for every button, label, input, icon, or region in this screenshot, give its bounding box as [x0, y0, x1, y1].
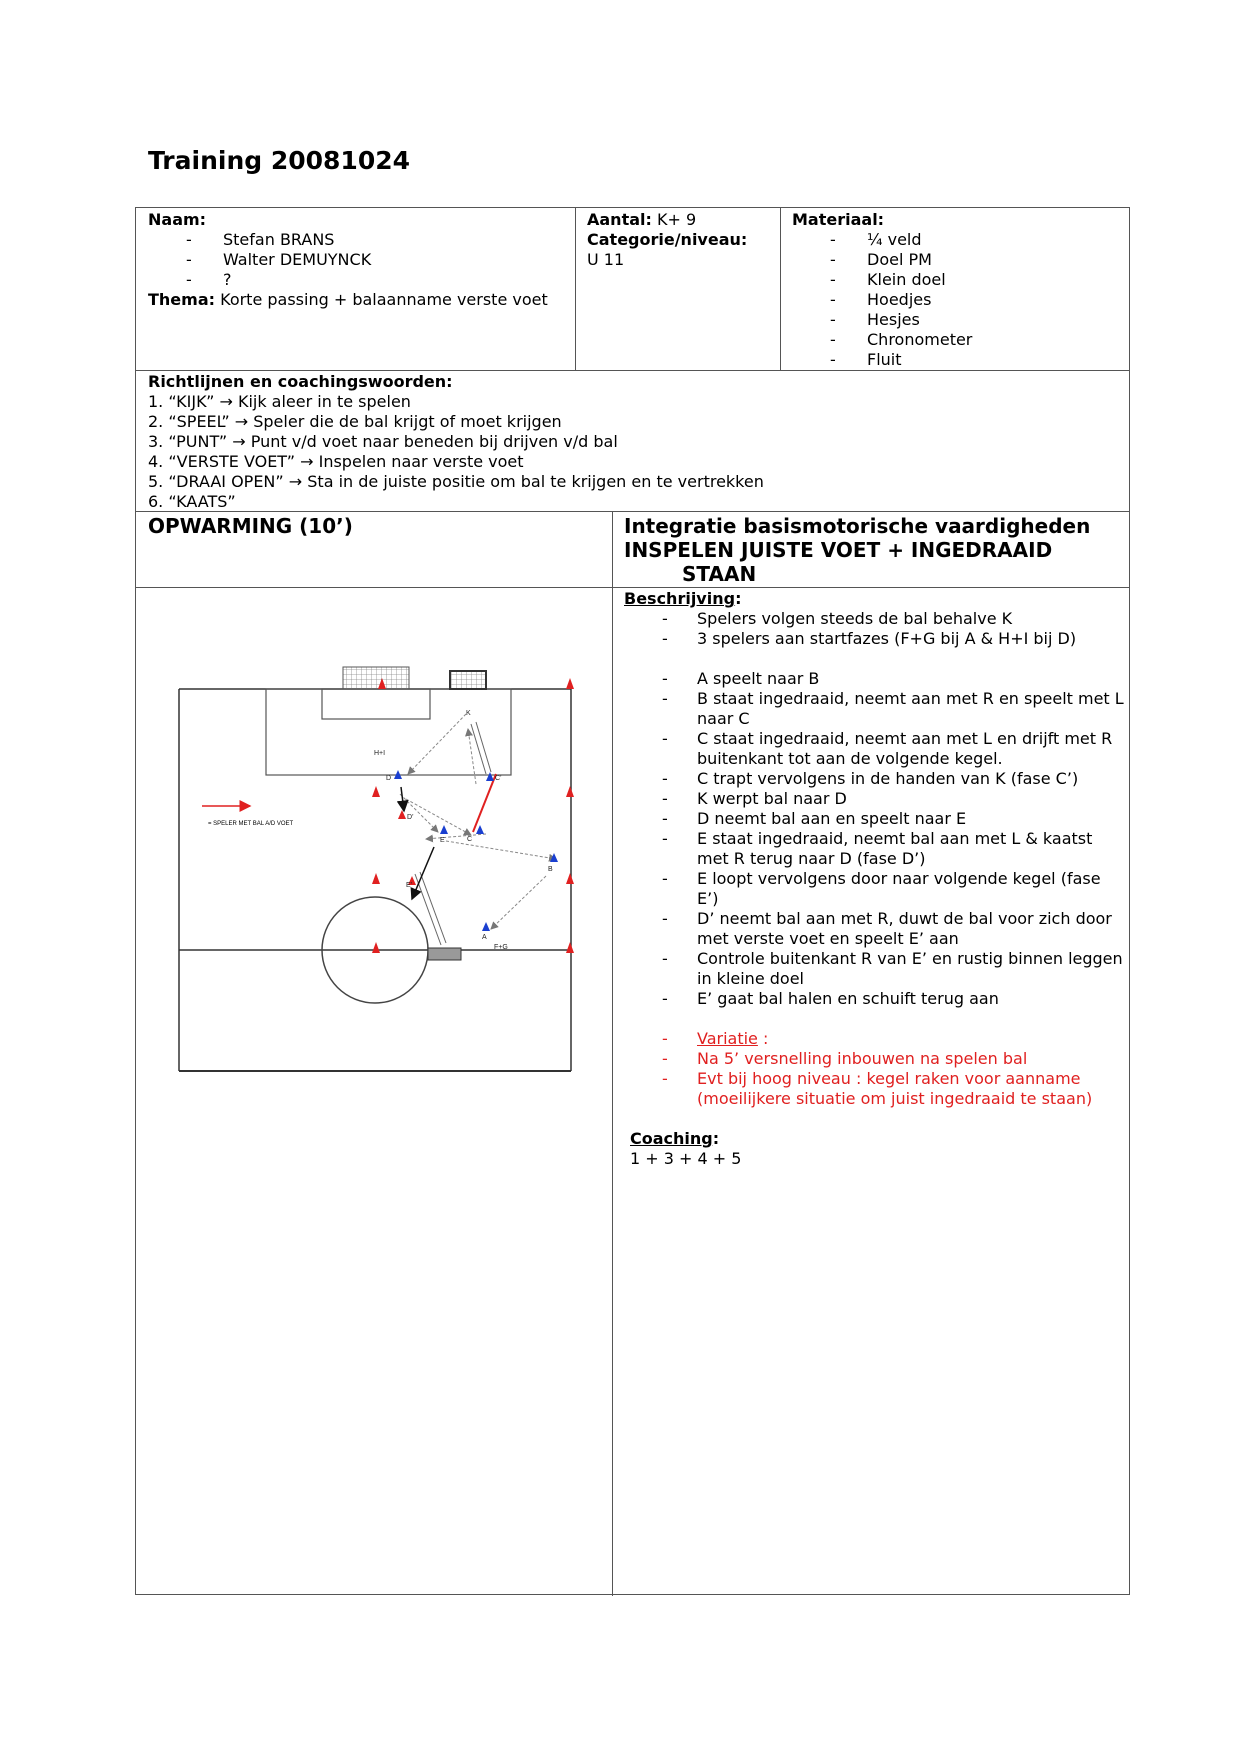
spacer [624, 1009, 1124, 1029]
label-a: A [482, 934, 487, 941]
legend-text: = SPELER MET BAL A/D VOET [208, 821, 294, 827]
divider [136, 587, 1129, 588]
label-c-prime: C’ [495, 775, 502, 782]
list-item: - E loopt vervolgens door naar volgende kegel (fase E’) [624, 869, 1124, 909]
naam-label: Naam: [148, 210, 207, 229]
player-c-icon [476, 825, 484, 834]
richtlijnen-cell [148, 372, 1118, 512]
beschrijving-heading: Beschrijving: [624, 589, 742, 608]
list-item: - C trapt vervolgens in de handen van K (fase C’) [624, 769, 1124, 789]
integratie-line: STAAN [682, 562, 757, 586]
integratie-line: INSPELEN JUISTE VOET + INGEDRAAID [624, 538, 1053, 562]
list-item: - E’ gaat bal halen en schuift terug aan [624, 989, 1124, 1009]
label-b: B [548, 866, 553, 873]
label-e: E [440, 837, 445, 844]
materiaal-label: Materiaal: [792, 210, 885, 229]
list-item: 1. “KIJK” → Kijk aleer in te spelen [148, 392, 411, 411]
list-item: - B staat ingedraaid, neemt aan met R en speelt met L naar C [624, 689, 1124, 729]
goal-area [322, 689, 430, 719]
variatie-label: Variatie [697, 1029, 758, 1048]
penalty-box [266, 689, 511, 775]
richtlijnen-label: Richtlijnen en coachingswoorden: [148, 372, 453, 391]
player-d-prime-icon [398, 810, 406, 819]
integratie-line: Integratie basismotorische vaardigheden [624, 514, 1091, 538]
beschrijving-list [624, 609, 1124, 649]
list-item: 6. “KAATS” [148, 492, 236, 511]
categorie-value: U 11 [587, 250, 625, 269]
player-b-icon [550, 853, 558, 862]
spacer [624, 1109, 1124, 1129]
training-sheet [135, 207, 1130, 1595]
divider [612, 511, 613, 1596]
label-d-prime: D’ [407, 814, 414, 821]
materiaal-cell [792, 210, 1122, 370]
richtlijnen-list [148, 392, 1118, 512]
list-item: - Na 5’ versnelling inbouwen na spelen bal [624, 1049, 1124, 1069]
player-a-icon [482, 922, 490, 931]
list-item: - Walter DEMUYNCK [148, 250, 568, 270]
aantal-cell [587, 210, 777, 270]
thema-label: Thema: [148, 290, 216, 309]
small-goal-icon [450, 671, 486, 689]
list-item: - Stefan BRANS [148, 230, 568, 250]
label-k: K [466, 710, 471, 717]
thema-value: Korte passing + balaanname verste voet [215, 290, 548, 309]
thema-line [148, 290, 568, 310]
list-item: - Evt bij hoog niveau : kegel raken voor aanname (moeilijkere situatie om juist ingedraaid te staan) [624, 1069, 1124, 1109]
list-item: 3. “PUNT” → Punt v/d voet naar beneden bij drijven v/d bal [148, 432, 618, 451]
coaching-label: Coaching [630, 1129, 713, 1148]
list-item: 2. “SPEEL” → Speler die de bal krijgt of moet krijgen [148, 412, 562, 431]
list-item: 5. “DRAAI OPEN” → Sta in de juiste positie om bal te krijgen en te vertrekken [148, 472, 764, 491]
list-item: - 3 spelers aan startfazes (F+G bij A & H+I bij D) [624, 629, 1124, 649]
arrow [412, 847, 434, 899]
divider [136, 370, 1129, 371]
list-item: - C staat ingedraaid, neemt aan met L en drijft met R buitenkant tot aan de volgende kegel. [624, 729, 1124, 769]
list-item: - K werpt bal naar D [624, 789, 1124, 809]
aantal-label: Aantal: [587, 210, 652, 229]
label-d: D [386, 775, 392, 782]
aantal-line [587, 210, 777, 230]
list-item: - ? [148, 270, 568, 290]
divider [575, 208, 576, 370]
list-item: - A speelt naar B [624, 669, 1124, 689]
page-title: Training 20081024 [148, 146, 410, 175]
arrow [401, 787, 404, 811]
aantal-value: K+ 9 [651, 210, 697, 229]
small-goal-icon [428, 948, 461, 960]
list-item: - Chronometer [792, 330, 1122, 350]
list-item: - Klein doel [792, 270, 1122, 290]
player-c-prime-icon [486, 772, 494, 781]
coaching-value: 1 + 3 + 4 + 5 [630, 1149, 742, 1168]
list-item: - Hesjes [792, 310, 1122, 330]
beschrijving-label: Beschrijving [624, 589, 736, 608]
integratie-header [624, 514, 1124, 586]
variatie-heading [624, 1029, 1124, 1049]
label-h-i: H+I [374, 750, 386, 757]
list-item: - E staat ingedraaid, neemt bal aan met L & kaatst met R terug naar D (fase D’) [624, 829, 1124, 869]
label-c: C [467, 836, 473, 843]
goal-icon [343, 667, 409, 689]
coaching-heading: Coaching: [630, 1129, 720, 1148]
variatie-suffix: : [757, 1029, 769, 1048]
list-item: - Fluit [792, 350, 1122, 370]
categorie-label: Categorie/niveau: [587, 230, 748, 249]
list-item: - D neemt bal aan en speelt naar E [624, 809, 1124, 829]
divider [780, 208, 781, 370]
label-f-g: F+G [494, 944, 508, 951]
spacer [624, 649, 1124, 669]
exercise-diagram [136, 589, 612, 1109]
beschrijving-cell [624, 589, 1124, 1169]
list-item: - D’ neemt bal aan met R, duwt de bal voor zich door met verste voet en speelt E’ aan [624, 909, 1124, 949]
list-item: - Hoedjes [792, 290, 1122, 310]
player-e-icon [440, 825, 448, 834]
naam-list [148, 230, 568, 290]
list-item: - Doel PM [792, 250, 1122, 270]
opwarming-header: OPWARMING (10’) [148, 514, 353, 538]
list-item: - ¼ veld [792, 230, 1122, 250]
materiaal-list [792, 230, 1122, 370]
list-item: - Controle buitenkant R van E’ en rustig binnen leggen in kleine doel [624, 949, 1124, 989]
beschrijving-steps [624, 669, 1124, 1009]
naam-cell [148, 210, 568, 310]
list-item: 4. “VERSTE VOET” → Inspelen naar verste voet [148, 452, 524, 471]
variatie-list [624, 1029, 1124, 1109]
list-item: - Spelers volgen steeds de bal behalve K [624, 609, 1124, 629]
label-e-prime: E’ [406, 882, 413, 889]
dribble-arrow [473, 774, 496, 832]
